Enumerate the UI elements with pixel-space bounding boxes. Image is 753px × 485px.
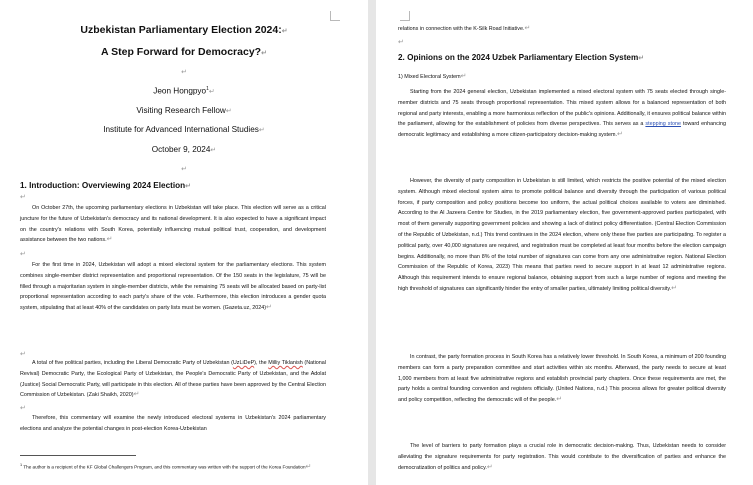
section-2-heading: 2. Opinions on the 2024 Uzbek Parliamentary Election System↵ — [398, 53, 645, 62]
document-title-line-1: Uzbekistan Parliamentary Election 2024:↵ — [80, 24, 288, 36]
subsection-heading: 1) Mixed Electoral System↵ — [398, 73, 467, 80]
empty-paragraph-mark: ↵ — [181, 69, 187, 76]
intro-paragraph-2: For the first time in 2024, Uzbekistan will adopt a mixed electoral system for the parliamentary elections. This system combines single-member district representation and proportional representation. Of the 150 seats in the legislature, 75 will be filled through a majoritarian system in single-member districts, while the remaining 75 seats will be allocated based on party-list proportional representation according to each party's share of the vote. Furthermore, this election introduces a gender quota system, stipulating that at least 40% of the candidates on party lists must be women. (Gazeta.uz, 2024)↵ — [20, 262, 326, 312]
page-margin-corner-mark — [330, 11, 340, 21]
empty-paragraph-mark: ↵ — [20, 351, 26, 358]
intro-paragraph-3: A total of five political parties, including the Liberal Democratic Party of Uzbekistan (UzLiDeP), the Milliy Tiklanish (National Revival) Democratic Party, the Ecological Party of Uzbekistan, the People's Democratic Party of Uzbekistan, and the Adolat (Justice) Social Democratic Party, will participate in this election. All of these parties have been approved by the Central Election Commission of Uzbekistan. (Zaki Shaikh, 2020)↵ — [20, 360, 326, 399]
empty-paragraph-mark: ↵ — [20, 405, 26, 412]
author-name: Jeon Hongpyo$^1$↵ — [153, 86, 215, 96]
author-institute: Institute for Advanced International Studies↵ — [103, 125, 265, 134]
author-role: Visiting Research Fellow↵ — [136, 106, 232, 115]
carried-over-line: relations in connection with the K-Silk Road Initiative.↵ — [398, 25, 531, 32]
page-margin-corner-mark — [400, 11, 410, 21]
opinion-paragraph-3: In contrast, the party formation process in South Korea has a relatively lower threshold. In South Korea, a minimum of 200 founding members can form a party preparation committee and start activities within six months. Afterward, the party needs to secure at least 1,000 members from at least five administrative regions and establish provincial party chapters. Once these requirements are met, the party holds a central founding convention and registers officially. (United Nations, n.d.) This process allows for greater political diversity and policy competition, reflecting the democratic will of the people.↵ — [398, 354, 726, 404]
publication-date: October 9, 2024↵ — [151, 145, 217, 154]
footnote-separator — [20, 455, 136, 456]
empty-paragraph-mark: ↵ — [398, 39, 404, 46]
document-page-left — [0, 0, 368, 485]
opinion-paragraph-1: Starting from the 2024 general election, Uzbekistan implemented a mixed electoral system with 75 seats elected through single-member districts and 75 seats through proportional representation. This mixed system allows for a balanced representation of both regional and party interests, enabling a more harmonious reflection of the public's opinions. Additionally, it ensures political balance within the parliament, allowing for the establishment of policies from diverse perspectives. This serves as a stepping stone toward enhancing democratic legitimacy and establishing a more citizen-participatory decision-making system.↵ — [398, 89, 726, 139]
opinion-paragraph-2: However, the diversity of party composition in Uzbekistan is still limited, which restricts the positive potential of the mixed election system. Although mixed electoral system aims to promote political balance and diversity through the participation of various political forces, if party composition and policy positions become too uniform, the actual political choices available to voters are diminished. According to the Al Jazeera Centre for Studies, in the 2019 parliamentary election, five government-approved parties participated, with most of them generally supporting government policies and showing a lack of distinct policy differentiation. (Central Election Commission of the Republic of Uzbekistan, n.d.) This trend continues in the 2024 election, where only these five parties are participating. To register a political party, over 40,000 signatures are required, and registration must be completed at least four months before the election campaign begins. Additionally, no more than 8% of the total number of signatures can come from any one administrative region. National Election Commission of the Republic of Korea, 2023) This means that parties need to secure support in at least 12 administrative regions. Although this requirement intends to ensure regional balance, obtaining support from such a large number of regions and meeting the high threshold of signatures can significantly hinder the entry of smaller parties, ultimately limiting political diversity.↵ — [398, 178, 726, 292]
section-1-heading: 1. Introduction: Overviewing 2024 Election↵ — [20, 181, 192, 190]
footnote: $^1$ The author is a recipient of the KF Global Challengers Program, and this commentary was written with the support of the Korea Foundation↵ — [20, 463, 312, 471]
empty-paragraph-mark: ↵ — [181, 166, 187, 173]
opinion-paragraph-4: The level of barriers to party formation plays a crucial role in democratic decision-making. Thus, Uzbekistan needs to consider alleviating the signature requirements for party registration. This would contribute to the diversification of parties and enhance the democratization of politics and policy.↵ — [398, 443, 726, 471]
document-page-right — [376, 0, 753, 485]
intro-paragraph-4: Therefore, this commentary will examine the newly introduced electoral systems in Uzbekistan's 2024 parliamentary elections and analyze the potential changes in post-election Korea-Uzbekistan — [20, 415, 326, 432]
document-title-line-2: A Step Forward for Democracy?↵ — [101, 46, 267, 58]
empty-paragraph-mark: ↵ — [20, 251, 26, 258]
empty-paragraph-mark: ↵ — [20, 194, 26, 201]
intro-paragraph-1: On October 27th, the upcoming parliamentary elections in Uzbekistan will take place. This election will serve as a critical juncture for the future of Uzbekistan's democracy and its national development. It is also expected to have a significant impact on the country's relations with South Korea, potentially influencing mutual political trust, cooperation, and development assistance between the two nations.↵ — [20, 205, 326, 244]
